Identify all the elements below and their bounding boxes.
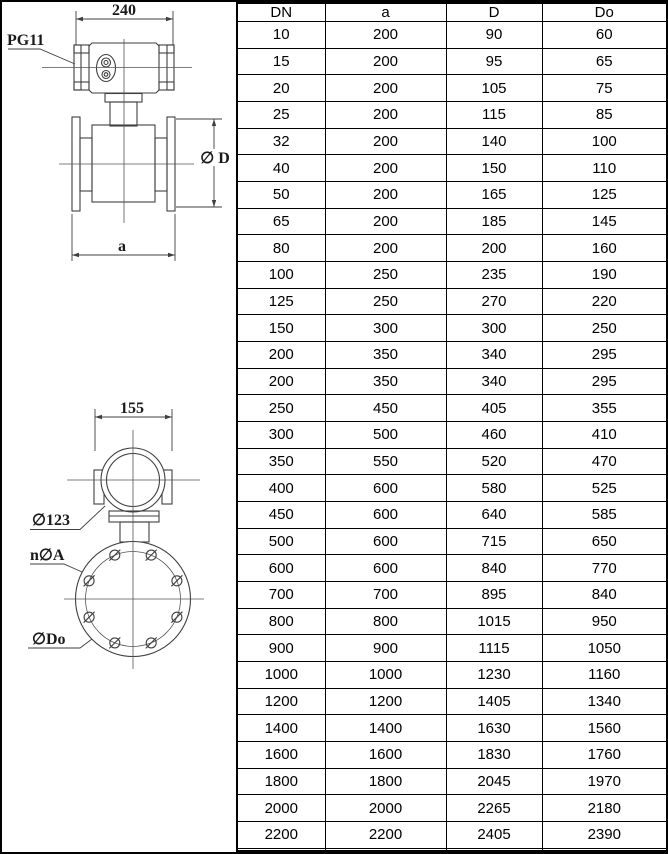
table-cell: 200 bbox=[446, 235, 542, 262]
table-cell: 2000 bbox=[237, 795, 325, 822]
table-row bbox=[237, 208, 667, 235]
table-cell: 65 bbox=[542, 48, 667, 75]
table-cell: 350 bbox=[325, 368, 446, 395]
table-cell: 60 bbox=[542, 22, 667, 49]
table-header-cell: Do bbox=[542, 3, 667, 22]
table-cell: 2200 bbox=[325, 822, 446, 849]
table-cell: 450 bbox=[237, 502, 325, 529]
table-cell: 600 bbox=[325, 528, 446, 555]
table-cell: 1630 bbox=[446, 715, 542, 742]
side-view-drawing bbox=[7, 2, 230, 261]
table-cell: 145 bbox=[542, 208, 667, 235]
table-cell: 1000 bbox=[237, 662, 325, 689]
table-row bbox=[237, 448, 667, 475]
table-cell: 105 bbox=[446, 75, 542, 102]
front-view-width-dimension-label: 155 bbox=[120, 400, 144, 417]
table-cell: 1400 bbox=[325, 715, 446, 742]
table-row bbox=[237, 555, 667, 582]
table-cell: 140 bbox=[446, 128, 542, 155]
table-cell: 20 bbox=[237, 75, 325, 102]
table-cell: 1015 bbox=[446, 608, 542, 635]
table-row bbox=[237, 342, 667, 369]
table-row bbox=[237, 635, 667, 662]
table-cell: 150 bbox=[237, 315, 325, 342]
table-cell: 1340 bbox=[542, 688, 667, 715]
table-cell: 2000 bbox=[325, 795, 446, 822]
table-cell: 100 bbox=[542, 128, 667, 155]
table-cell: 525 bbox=[542, 475, 667, 502]
table-cell: 250 bbox=[325, 288, 446, 315]
table-cell: 15 bbox=[237, 48, 325, 75]
table-cell: 300 bbox=[325, 315, 446, 342]
table-row bbox=[237, 475, 667, 502]
table-cell: 150 bbox=[446, 155, 542, 182]
table-row bbox=[237, 528, 667, 555]
table-cell bbox=[542, 848, 667, 851]
front-view-drawing bbox=[28, 400, 204, 669]
table-cell: 1400 bbox=[237, 715, 325, 742]
table-cell: 200 bbox=[325, 235, 446, 262]
table-cell bbox=[237, 848, 325, 851]
table-cell: 2265 bbox=[446, 795, 542, 822]
table-cell: 185 bbox=[446, 208, 542, 235]
table-cell: 410 bbox=[542, 422, 667, 449]
table-cell: 40 bbox=[237, 155, 325, 182]
table-cell: 1600 bbox=[325, 742, 446, 769]
dimension-table bbox=[236, 2, 668, 852]
table-row bbox=[237, 715, 667, 742]
table-cell: 770 bbox=[542, 555, 667, 582]
side-view-width-dimension-label: 240 bbox=[112, 2, 136, 19]
table-cell: 470 bbox=[542, 448, 667, 475]
table-cell: 340 bbox=[446, 342, 542, 369]
table-cell: 295 bbox=[542, 368, 667, 395]
table-cell: 1760 bbox=[542, 742, 667, 769]
table-cell: 250 bbox=[325, 262, 446, 289]
table-cell: 1600 bbox=[237, 742, 325, 769]
table-row bbox=[237, 502, 667, 529]
table-cell: 2390 bbox=[542, 822, 667, 849]
dimension-table-body bbox=[237, 22, 667, 852]
table-cell: 125 bbox=[237, 288, 325, 315]
table-cell: 460 bbox=[446, 422, 542, 449]
table-cell: 125 bbox=[542, 182, 667, 209]
table-row bbox=[237, 768, 667, 795]
table-row bbox=[237, 235, 667, 262]
table-cell: 350 bbox=[237, 448, 325, 475]
table-cell: 840 bbox=[446, 555, 542, 582]
table-cell: 115 bbox=[446, 102, 542, 129]
table-cell: 300 bbox=[237, 422, 325, 449]
table-row bbox=[237, 848, 667, 851]
table-cell: 200 bbox=[325, 182, 446, 209]
table-cell: 295 bbox=[542, 342, 667, 369]
table-cell: 840 bbox=[542, 582, 667, 609]
side-view-cable-gland-label: PG11 bbox=[7, 32, 45, 49]
table-cell: 75 bbox=[542, 75, 667, 102]
table-cell: 190 bbox=[542, 262, 667, 289]
table-cell: 350 bbox=[325, 342, 446, 369]
table-cell: 800 bbox=[237, 608, 325, 635]
table-cell: 1050 bbox=[542, 635, 667, 662]
table-cell: 1560 bbox=[542, 715, 667, 742]
table-cell: 700 bbox=[325, 582, 446, 609]
table-header-cell: DN bbox=[237, 3, 325, 22]
side-view-length-label: a bbox=[118, 238, 126, 255]
table-row bbox=[237, 182, 667, 209]
drawing-panel bbox=[2, 2, 236, 852]
table-row bbox=[237, 582, 667, 609]
table-cell: 270 bbox=[446, 288, 542, 315]
table-row bbox=[237, 102, 667, 129]
table-cell: 300 bbox=[446, 315, 542, 342]
table-row bbox=[237, 742, 667, 769]
table-cell: 90 bbox=[446, 22, 542, 49]
table-cell: 950 bbox=[542, 608, 667, 635]
table-cell: 85 bbox=[542, 102, 667, 129]
front-view-bolt-holes-label: n∅A bbox=[30, 547, 65, 564]
table-cell: 200 bbox=[325, 102, 446, 129]
table-row bbox=[237, 75, 667, 102]
table-cell: 110 bbox=[542, 155, 667, 182]
table-row bbox=[237, 688, 667, 715]
table-cell: 2200 bbox=[237, 822, 325, 849]
table-header-cell: D bbox=[446, 3, 542, 22]
table-cell: 580 bbox=[446, 475, 542, 502]
table-cell: 160 bbox=[542, 235, 667, 262]
table-cell: 200 bbox=[237, 368, 325, 395]
table-cell: 220 bbox=[542, 288, 667, 315]
table-cell: 200 bbox=[325, 48, 446, 75]
table-cell: 1200 bbox=[237, 688, 325, 715]
table-row bbox=[237, 22, 667, 49]
table-cell: 550 bbox=[325, 448, 446, 475]
table-row bbox=[237, 155, 667, 182]
table-cell: 520 bbox=[446, 448, 542, 475]
table-cell: 250 bbox=[237, 395, 325, 422]
table-cell: 600 bbox=[237, 555, 325, 582]
table-row bbox=[237, 368, 667, 395]
table-cell: 200 bbox=[325, 128, 446, 155]
table-cell: 800 bbox=[325, 608, 446, 635]
table-cell: 200 bbox=[325, 75, 446, 102]
table-cell: 50 bbox=[237, 182, 325, 209]
table-cell: 900 bbox=[325, 635, 446, 662]
table-cell: 405 bbox=[446, 395, 542, 422]
table-row bbox=[237, 288, 667, 315]
table-cell: 1160 bbox=[542, 662, 667, 689]
table-cell: 500 bbox=[237, 528, 325, 555]
table-cell: 100 bbox=[237, 262, 325, 289]
table-cell: 450 bbox=[325, 395, 446, 422]
table-cell: 1000 bbox=[325, 662, 446, 689]
table-cell: 895 bbox=[446, 582, 542, 609]
table-row bbox=[237, 48, 667, 75]
table-cell: 200 bbox=[237, 342, 325, 369]
table-cell: 25 bbox=[237, 102, 325, 129]
table-cell: 200 bbox=[325, 22, 446, 49]
table-cell: 600 bbox=[325, 502, 446, 529]
table-cell: 1970 bbox=[542, 768, 667, 795]
table-cell: 250 bbox=[542, 315, 667, 342]
table-row bbox=[237, 128, 667, 155]
table-row bbox=[237, 662, 667, 689]
table-row bbox=[237, 422, 667, 449]
table-cell: 95 bbox=[446, 48, 542, 75]
table-cell: 600 bbox=[325, 555, 446, 582]
table-cell: 2045 bbox=[446, 768, 542, 795]
table-cell: 700 bbox=[237, 582, 325, 609]
side-view-flange-diameter-label: ∅ D bbox=[200, 150, 230, 167]
table-cell: 640 bbox=[446, 502, 542, 529]
table-cell: 1800 bbox=[325, 768, 446, 795]
table-row bbox=[237, 795, 667, 822]
table-cell bbox=[446, 848, 542, 851]
table-cell: 165 bbox=[446, 182, 542, 209]
dimension-table-head-row bbox=[237, 3, 667, 22]
table-cell: 200 bbox=[325, 155, 446, 182]
table-cell bbox=[325, 848, 446, 851]
table-cell: 600 bbox=[325, 475, 446, 502]
table-cell: 10 bbox=[237, 22, 325, 49]
front-view-housing-diameter-label: ∅123 bbox=[32, 512, 70, 529]
table-cell: 1800 bbox=[237, 768, 325, 795]
table-row bbox=[237, 262, 667, 289]
table-cell: 1830 bbox=[446, 742, 542, 769]
table-row bbox=[237, 608, 667, 635]
table-cell: 80 bbox=[237, 235, 325, 262]
table-cell: 1115 bbox=[446, 635, 542, 662]
table-cell: 2405 bbox=[446, 822, 542, 849]
table-cell: 650 bbox=[542, 528, 667, 555]
table-cell: 65 bbox=[237, 208, 325, 235]
front-view-outer-diameter-label: ∅Do bbox=[32, 631, 66, 648]
table-cell: 235 bbox=[446, 262, 542, 289]
table-row bbox=[237, 822, 667, 849]
table-cell: 355 bbox=[542, 395, 667, 422]
table-cell: 500 bbox=[325, 422, 446, 449]
table-cell: 340 bbox=[446, 368, 542, 395]
table-cell: 400 bbox=[237, 475, 325, 502]
table-cell: 900 bbox=[237, 635, 325, 662]
table-cell: 585 bbox=[542, 502, 667, 529]
table-cell: 2180 bbox=[542, 795, 667, 822]
table-cell: 1230 bbox=[446, 662, 542, 689]
table-row bbox=[237, 315, 667, 342]
table-cell: 1200 bbox=[325, 688, 446, 715]
table-header-cell: a bbox=[325, 3, 446, 22]
table-cell: 715 bbox=[446, 528, 542, 555]
table-cell: 32 bbox=[237, 128, 325, 155]
table-cell: 1405 bbox=[446, 688, 542, 715]
flowmeter-drawing bbox=[2, 2, 236, 852]
table-cell: 200 bbox=[325, 208, 446, 235]
table-row bbox=[237, 395, 667, 422]
